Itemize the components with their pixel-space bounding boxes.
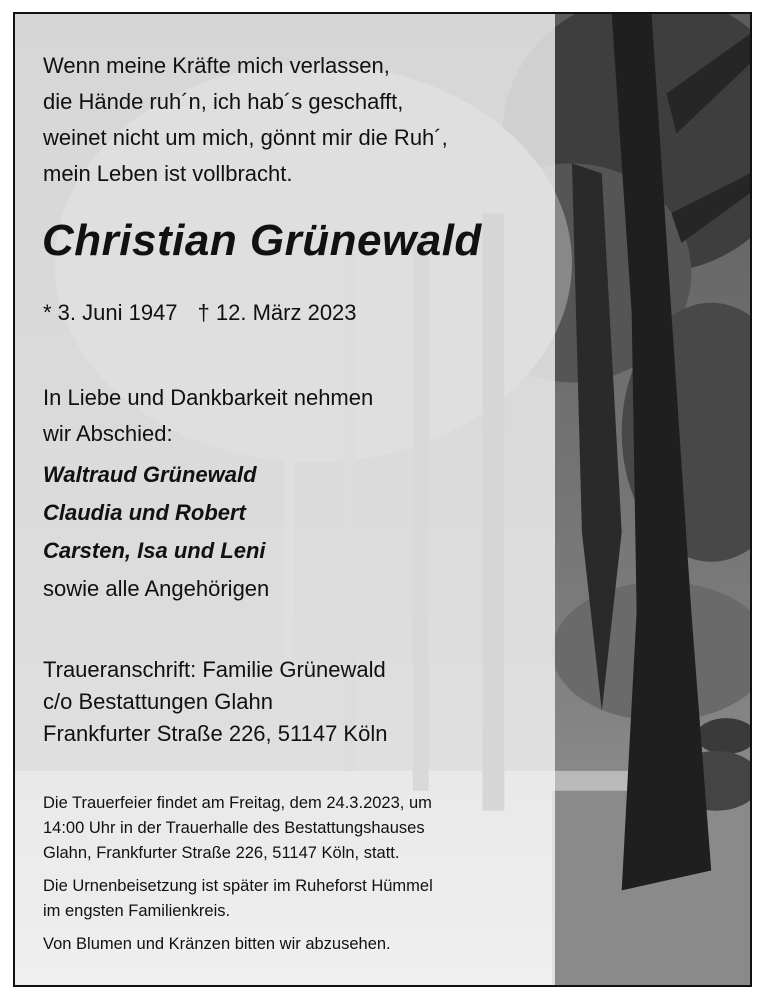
mourning-address	[43, 654, 387, 750]
flowers-note: Von Blumen und Kränzen bitten wir abzusehen.	[43, 935, 391, 953]
life-dates	[43, 300, 357, 326]
mourners-others: sowie alle Angehörigen	[43, 576, 270, 601]
poem-line: mein Leben ist vollbracht.	[43, 161, 293, 186]
funeral-line: Glahn, Frankfurter Straße 226, 51147 Köln, statt.	[43, 844, 400, 862]
mourner-name: Carsten, Isa und Leni	[43, 538, 266, 563]
funeral-line: Die Trauerfeier findet am Freitag, dem 24.3.2023, um	[43, 794, 432, 812]
birth-date: * 3. Juni 1947	[43, 300, 178, 325]
poem	[43, 48, 448, 192]
farewell-intro	[43, 380, 373, 452]
address-line: Frankfurter Straße 226, 51147 Köln	[43, 721, 388, 746]
intro-line: wir Abschied:	[43, 421, 173, 446]
urn-line: Die Urnenbeisetzung ist später im Ruheforst Hümmel	[43, 877, 433, 895]
poem-line: Wenn meine Kräfte mich verlassen,	[43, 53, 390, 78]
address-line: Traueranschrift: Familie Grünewald	[43, 657, 386, 682]
ceremony-info	[43, 791, 433, 957]
deceased-name: Christian Grünewald	[42, 216, 482, 265]
funeral-line: 14:00 Uhr in der Trauerhalle des Bestattungshauses	[43, 819, 425, 837]
poem-line: weinet nicht um mich, gönnt mir die Ruh´,	[43, 125, 448, 150]
mourner-name: Waltraud Grünewald	[43, 462, 257, 487]
obituary-notice	[13, 12, 752, 987]
intro-line: In Liebe und Dankbarkeit nehmen	[43, 385, 374, 410]
urn-line: im engsten Familienkreis.	[43, 902, 231, 920]
address-line: c/o Bestattungen Glahn	[43, 689, 273, 714]
mourners-list	[43, 456, 269, 608]
poem-line: die Hände ruh´n, ich hab´s geschafft,	[43, 89, 404, 114]
mourner-name: Claudia und Robert	[43, 500, 246, 525]
death-date: † 12. März 2023	[197, 300, 357, 325]
